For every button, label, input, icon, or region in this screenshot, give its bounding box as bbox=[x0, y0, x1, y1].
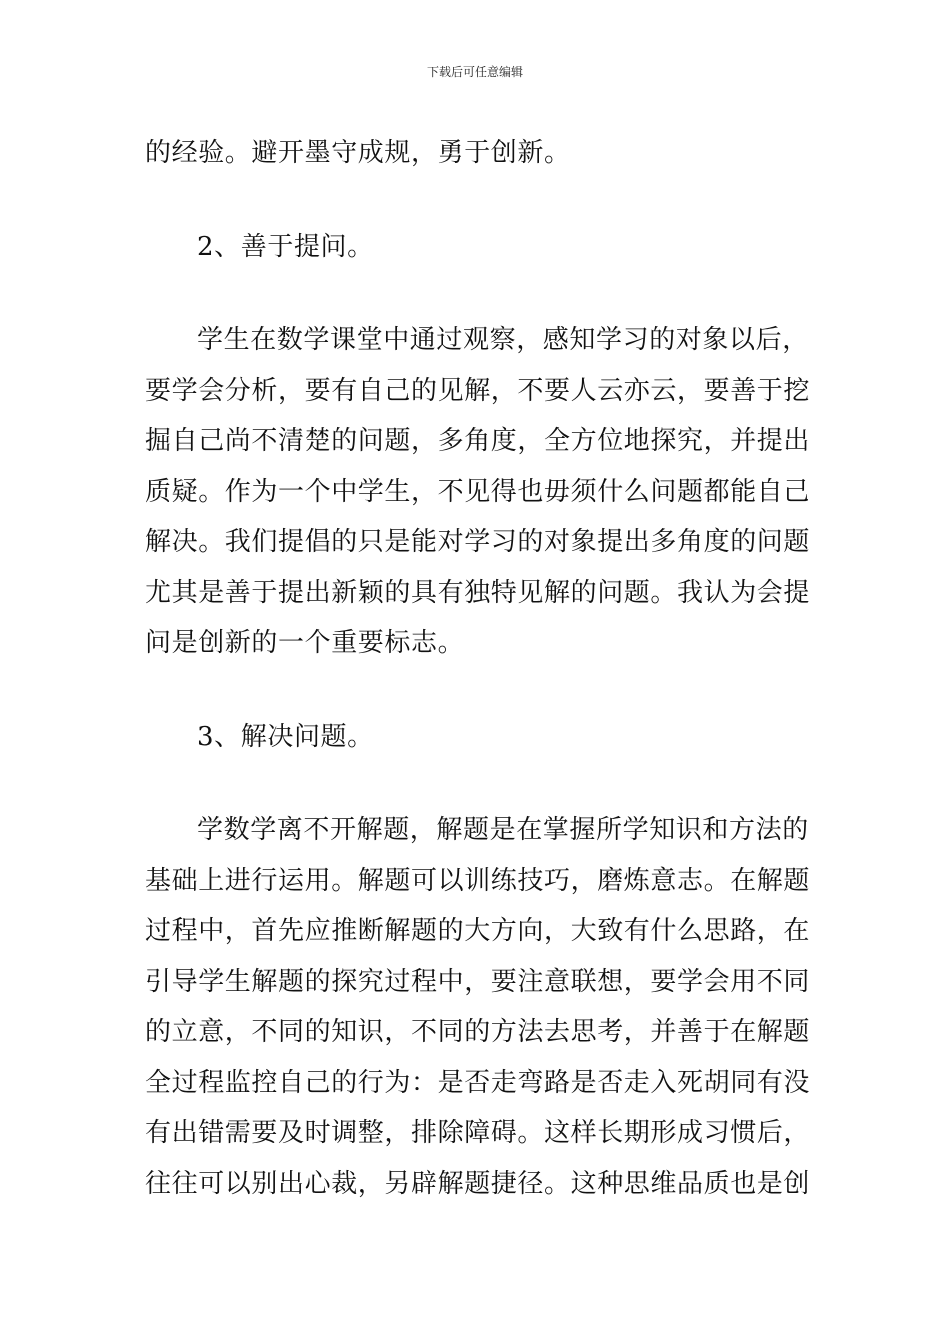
text-line: 质疑。作为一个中学生，不见得也毋须什么问题都能自己 bbox=[145, 476, 811, 507]
text-line: 全过程监控自己的行为：是否走弯路是否走入死胡同有没 bbox=[145, 1067, 811, 1098]
heading-line: 2、善于提问。 bbox=[197, 231, 374, 262]
text-line: 基础上进行运用。解题可以训练技巧，磨炼意志。在解题 bbox=[145, 865, 811, 896]
text-line: 引导学生解题的探究过程中，要注意联想，要学会用不同 bbox=[145, 966, 811, 997]
text-line: 要学会分析，要有自己的见解，不要人云亦云，要善于挖 bbox=[145, 375, 811, 406]
heading-line: 3、解决问题。 bbox=[197, 721, 374, 752]
text-line: 的经验。避开墨守成规，勇于创新。 bbox=[145, 138, 571, 168]
text-line: 过程中，首先应推断解题的大方向，大致有什么思路，在 bbox=[145, 916, 811, 946]
document-body bbox=[145, 128, 810, 1209]
section-heading-2 bbox=[145, 222, 810, 273]
text-line: 的立意，不同的知识，不同的方法去思考，并善于在解题 bbox=[145, 1017, 811, 1047]
text-line: 掘自己尚不清楚的问题，多角度，全方位地探究，并提出 bbox=[145, 426, 811, 456]
text-line: 往往可以别出心裁，另辟解题捷径。这种思维品质也是创 bbox=[145, 1168, 811, 1199]
paragraph-3 bbox=[145, 315, 810, 669]
text-line: 解决。我们提倡的只是能对学习的对象提出多角度的问题 bbox=[145, 527, 811, 557]
paragraph-gap bbox=[145, 762, 810, 805]
paragraph-5 bbox=[145, 805, 810, 1209]
page-header: 下载后可任意编辑 bbox=[426, 65, 523, 79]
paragraph-gap bbox=[145, 179, 810, 222]
text-line: 尤其是善于提出新颖的具有独特见解的问题。我认为会提 bbox=[145, 577, 811, 608]
text-line: 学数学离不开解题，解题是在掌握所学知识和方法的 bbox=[197, 815, 809, 845]
paragraph-gap bbox=[145, 669, 810, 712]
paragraph-gap bbox=[145, 272, 810, 315]
text-line: 问是创新的一个重要标志。 bbox=[145, 628, 465, 658]
section-heading-3 bbox=[145, 712, 810, 763]
text-line: 有出错需要及时调整，排除障碍。这样长期形成习惯后， bbox=[145, 1118, 811, 1148]
text-line: 学生在数学课堂中通过观察，感知学习的对象以后， bbox=[197, 325, 809, 355]
paragraph-1 bbox=[145, 128, 810, 179]
